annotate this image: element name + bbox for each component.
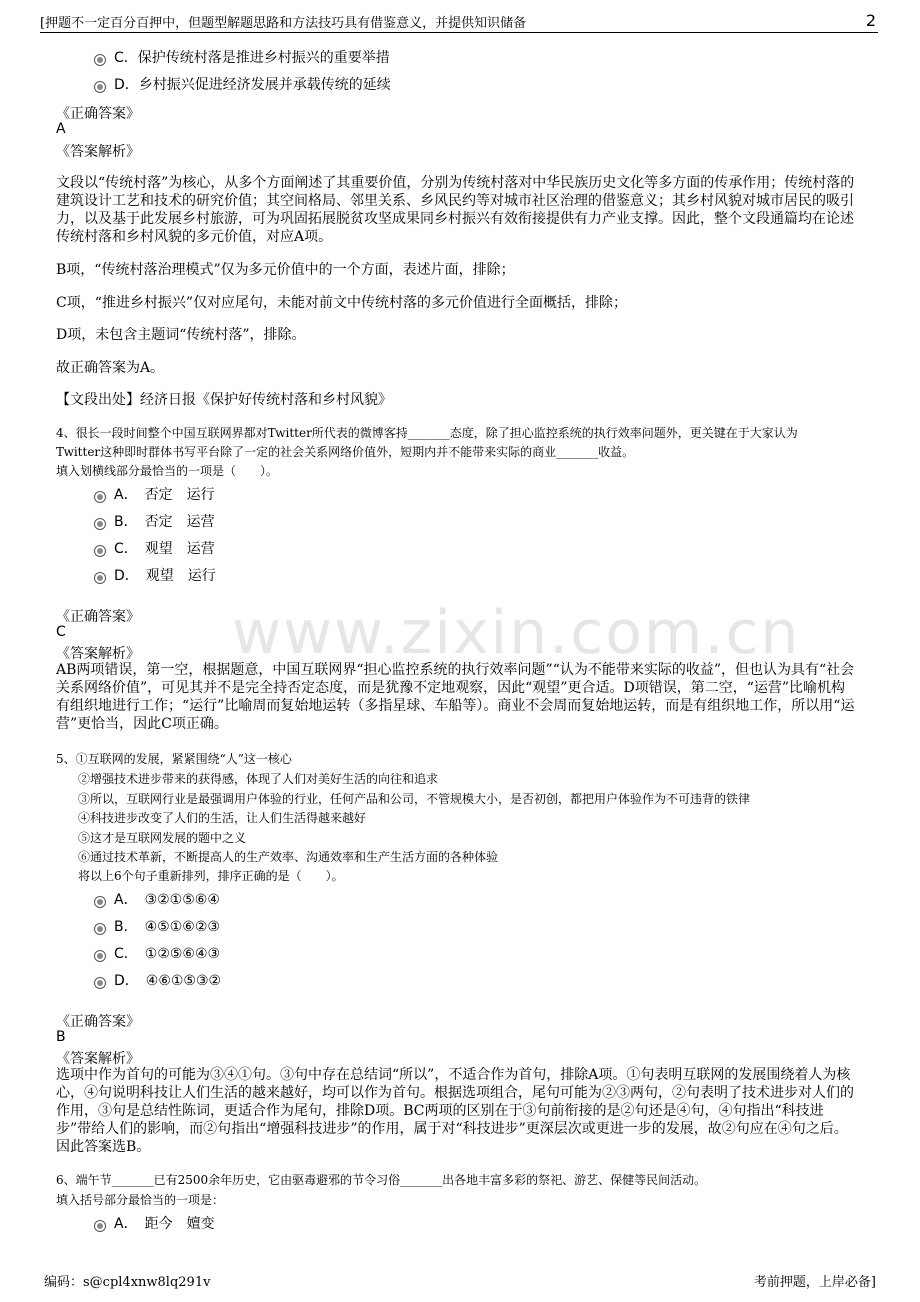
q3-option-c[interactable]: C．保护传统村落是推进乡村振兴的重要举措: [94, 47, 390, 67]
footer-slogan: 考前押题，上岸必备]: [753, 1275, 876, 1290]
q4-stem-line1: 4、很长一段时间整个中国互联网界都对Twitter所代表的微博客持_______态度，除了担心监控系统的执行效率问题外，更关键在于大家认为: [56, 426, 798, 440]
q3-analysis-p1: 文段以“传统村落”为核心，从多个方面阐述了其重要价值，分别为传统村落对中华民族历史文化等多方面的传承作用；传统村落的建筑设计工艺和技术的研究价值；其空间格局、邻里关系、乡风民约等对城市社区治理的借鉴意义；其乡村风貌对城市居民的吸引力，以及基于此发展乡村旅游，可为巩固拓展脱贫攻坚成果同乡村振兴有效衔接提供有力产业支撑。因此，整个文段通篇均在论述传统村落和乡村风貌的多元价值，对应A项。: [56, 175, 855, 245]
q5-line: 将以上6个句子重新排列，排序正确的是（ ）。: [78, 869, 344, 883]
radio-icon[interactable]: [94, 518, 106, 530]
q3-analysis-label: 《答案解析》: [56, 144, 140, 160]
q5-line: ⑥通过技术革新，不断提高人的生产效率、沟通效率和生产生活方面的各种体验: [78, 850, 499, 864]
option-text: 观望 运行: [145, 568, 216, 584]
q5-answer: B: [56, 1029, 66, 1045]
option-letter: B: [114, 514, 124, 530]
option-letter: A: [114, 487, 124, 503]
q3-correct-answer-label: 《正确答案》: [56, 106, 140, 122]
radio-icon[interactable]: [94, 81, 106, 93]
q5-stem: 5、①互联网的发展，紧紧围绕“人”这一核心: [56, 752, 292, 766]
q6-option-a[interactable]: A． 距今 嬗变: [94, 1213, 215, 1233]
radio-icon[interactable]: [94, 545, 106, 557]
q5-option-a[interactable]: A． ③②①⑤⑥④: [94, 889, 220, 909]
radio-icon[interactable]: [94, 923, 106, 935]
footer-code: 编码：s@cpl4xnw8lq291v: [44, 1275, 211, 1290]
option-text: 否定 运营: [144, 514, 215, 530]
q3-analysis-p4: D项，未包含主题词“传统村落”，排除。: [56, 327, 306, 343]
option-text: 距今 嬗变: [144, 1216, 215, 1232]
q5-analysis: 选项中作为首句的可能为③④①句。③句中存在总结词“所以”，不适合作为首句，排除A项。①句表明互联网的发展围绕着人为核心，④句说明科技让人们生活的越来越好，均可以作为首句。根据选项组合，尾句可能为②③两句，②句表明了技术进步对人们的作用，③句是总结性陈词，更适合作为尾句，排除D项。BC两项的区别在于③句前衔接的是②句还是④句，④句指出“科技进步”带给人们的影响，而②句指出“增强科技进步”的作用，属于对“科技进步”更深层次或更进一步的发展，故②句应在④句之后。因此答案选B。: [56, 1067, 854, 1155]
option-letter: D: [114, 568, 125, 584]
header-divider: [40, 32, 878, 33]
radio-icon[interactable]: [94, 896, 106, 908]
option-text: ④⑤①⑥②③: [144, 919, 220, 935]
option-text: ①②⑤⑥④③: [144, 946, 221, 962]
page-number: 2: [865, 11, 876, 30]
q4-analysis: AB两项错误，第一空，根据题意，中国互联网界“担心监控系统的执行效率问题”“认为不能带来实际的收益”，但也认为具有“社会关系网络价值”，可见其并不是完全持否定态度，而是犹豫不定地观察，因此“观望”更合适。D项错误，第二空，“运营”比喻机构有组织地进行工作；“运行”比喻周而复始地运转（多指星球、车船等）。商业不会周而复始地运转，而是有组织地工作，所以用“运营”更恰当，因此C项正确。: [56, 662, 855, 732]
q4-stem-line2: Twitter这种即时群体书写平台除了一定的社会关系网络价值外，短期内并不能带来实际的商业_______收益。: [56, 445, 635, 459]
option-letter: C: [114, 946, 124, 962]
q5-line: ⑤这才是互联网发展的题中之义: [78, 831, 247, 845]
q5-option-b[interactable]: B． ④⑤①⑥②③: [94, 916, 220, 936]
q3-answer: A: [56, 121, 66, 137]
radio-icon[interactable]: [94, 572, 106, 584]
radio-icon[interactable]: [94, 950, 106, 962]
option-text: 保护传统村落是推进乡村振兴的重要举措: [137, 50, 390, 66]
radio-icon[interactable]: [94, 1220, 106, 1232]
q5-line: ③所以，互联网行业是最强调用户体验的行业，任何产品和公司，不管规模大小，是否初创，都把用户体验作为不可违背的铁律: [78, 792, 751, 806]
radio-icon[interactable]: [94, 491, 106, 503]
option-text: ③②①⑤⑥④: [144, 892, 220, 908]
q3-option-d[interactable]: D．乡村振兴促进经济发展并承载传统的延续: [94, 74, 391, 94]
q4-analysis-label: 《答案解析》: [56, 646, 140, 662]
option-text: 否定 运行: [144, 487, 215, 503]
option-text: 乡村振兴促进经济发展并承载传统的延续: [138, 77, 391, 93]
q5-line: ②增强技术进步带来的获得感，体现了人们对美好生活的向往和追求: [78, 772, 439, 786]
q5-analysis-label: 《答案解析》: [56, 1051, 140, 1067]
q5-line: ④科技进步改变了人们的生活，让人们生活得越来越好: [78, 811, 367, 825]
q3-analysis-p2: B项，“传统村落治理模式”仅为多元价值中的一个方面，表述片面，排除；: [56, 262, 515, 278]
option-letter: A: [114, 892, 124, 908]
q4-stem-line3: 填入划横线部分最恰当的一项是（ ）。: [56, 464, 279, 478]
q5-correct-answer-label: 《正确答案》: [56, 1014, 140, 1030]
option-text: 观望 运营: [144, 541, 215, 557]
q4-answer: C: [56, 624, 66, 640]
q3-source: 【文段出处】经济日报《保护好传统村落和乡村风貌》: [56, 392, 392, 408]
q4-correct-answer-label: 《正确答案》: [56, 609, 140, 625]
header-text: [押题不一定百分百押中，但题型解题思路和方法技巧具有借鉴意义，并提供知识储备: [40, 16, 527, 31]
option-letter: C: [114, 50, 124, 66]
q4-option-c[interactable]: C． 观望 运营: [94, 538, 215, 558]
option-letter: A: [114, 1216, 124, 1232]
q4-option-d[interactable]: D． 观望 运行: [94, 565, 216, 585]
option-letter: D: [114, 77, 125, 93]
q3-analysis-p3: C项，“推进乡村振兴”仅对应尾句，未能对前文中传统村落的多元价值进行全面概括，排除；: [56, 295, 628, 311]
option-letter: C: [114, 541, 124, 557]
radio-icon[interactable]: [94, 54, 106, 66]
option-text: ④⑥①⑤③②: [145, 973, 222, 989]
q5-option-d[interactable]: D． ④⑥①⑤③②: [94, 970, 221, 990]
option-letter: D: [114, 973, 125, 989]
q3-analysis-p5: 故正确答案为A。: [56, 360, 165, 376]
q4-option-a[interactable]: A． 否定 运行: [94, 484, 215, 504]
q5-option-c[interactable]: C． ①②⑤⑥④③: [94, 943, 220, 963]
q4-option-b[interactable]: B． 否定 运营: [94, 511, 215, 531]
q6-stem-line2: 填入括号部分最恰当的一项是：: [56, 1193, 225, 1207]
q6-stem-line1: 6、端午节_______已有2500余年历史，它由驱毒避邪的节令习俗_______出各地丰富多彩的祭祀、游艺、保健等民间活动。: [56, 1173, 707, 1187]
watermark: www.zixin.com.cn: [232, 598, 801, 668]
radio-icon[interactable]: [94, 977, 106, 989]
option-letter: B: [114, 919, 124, 935]
